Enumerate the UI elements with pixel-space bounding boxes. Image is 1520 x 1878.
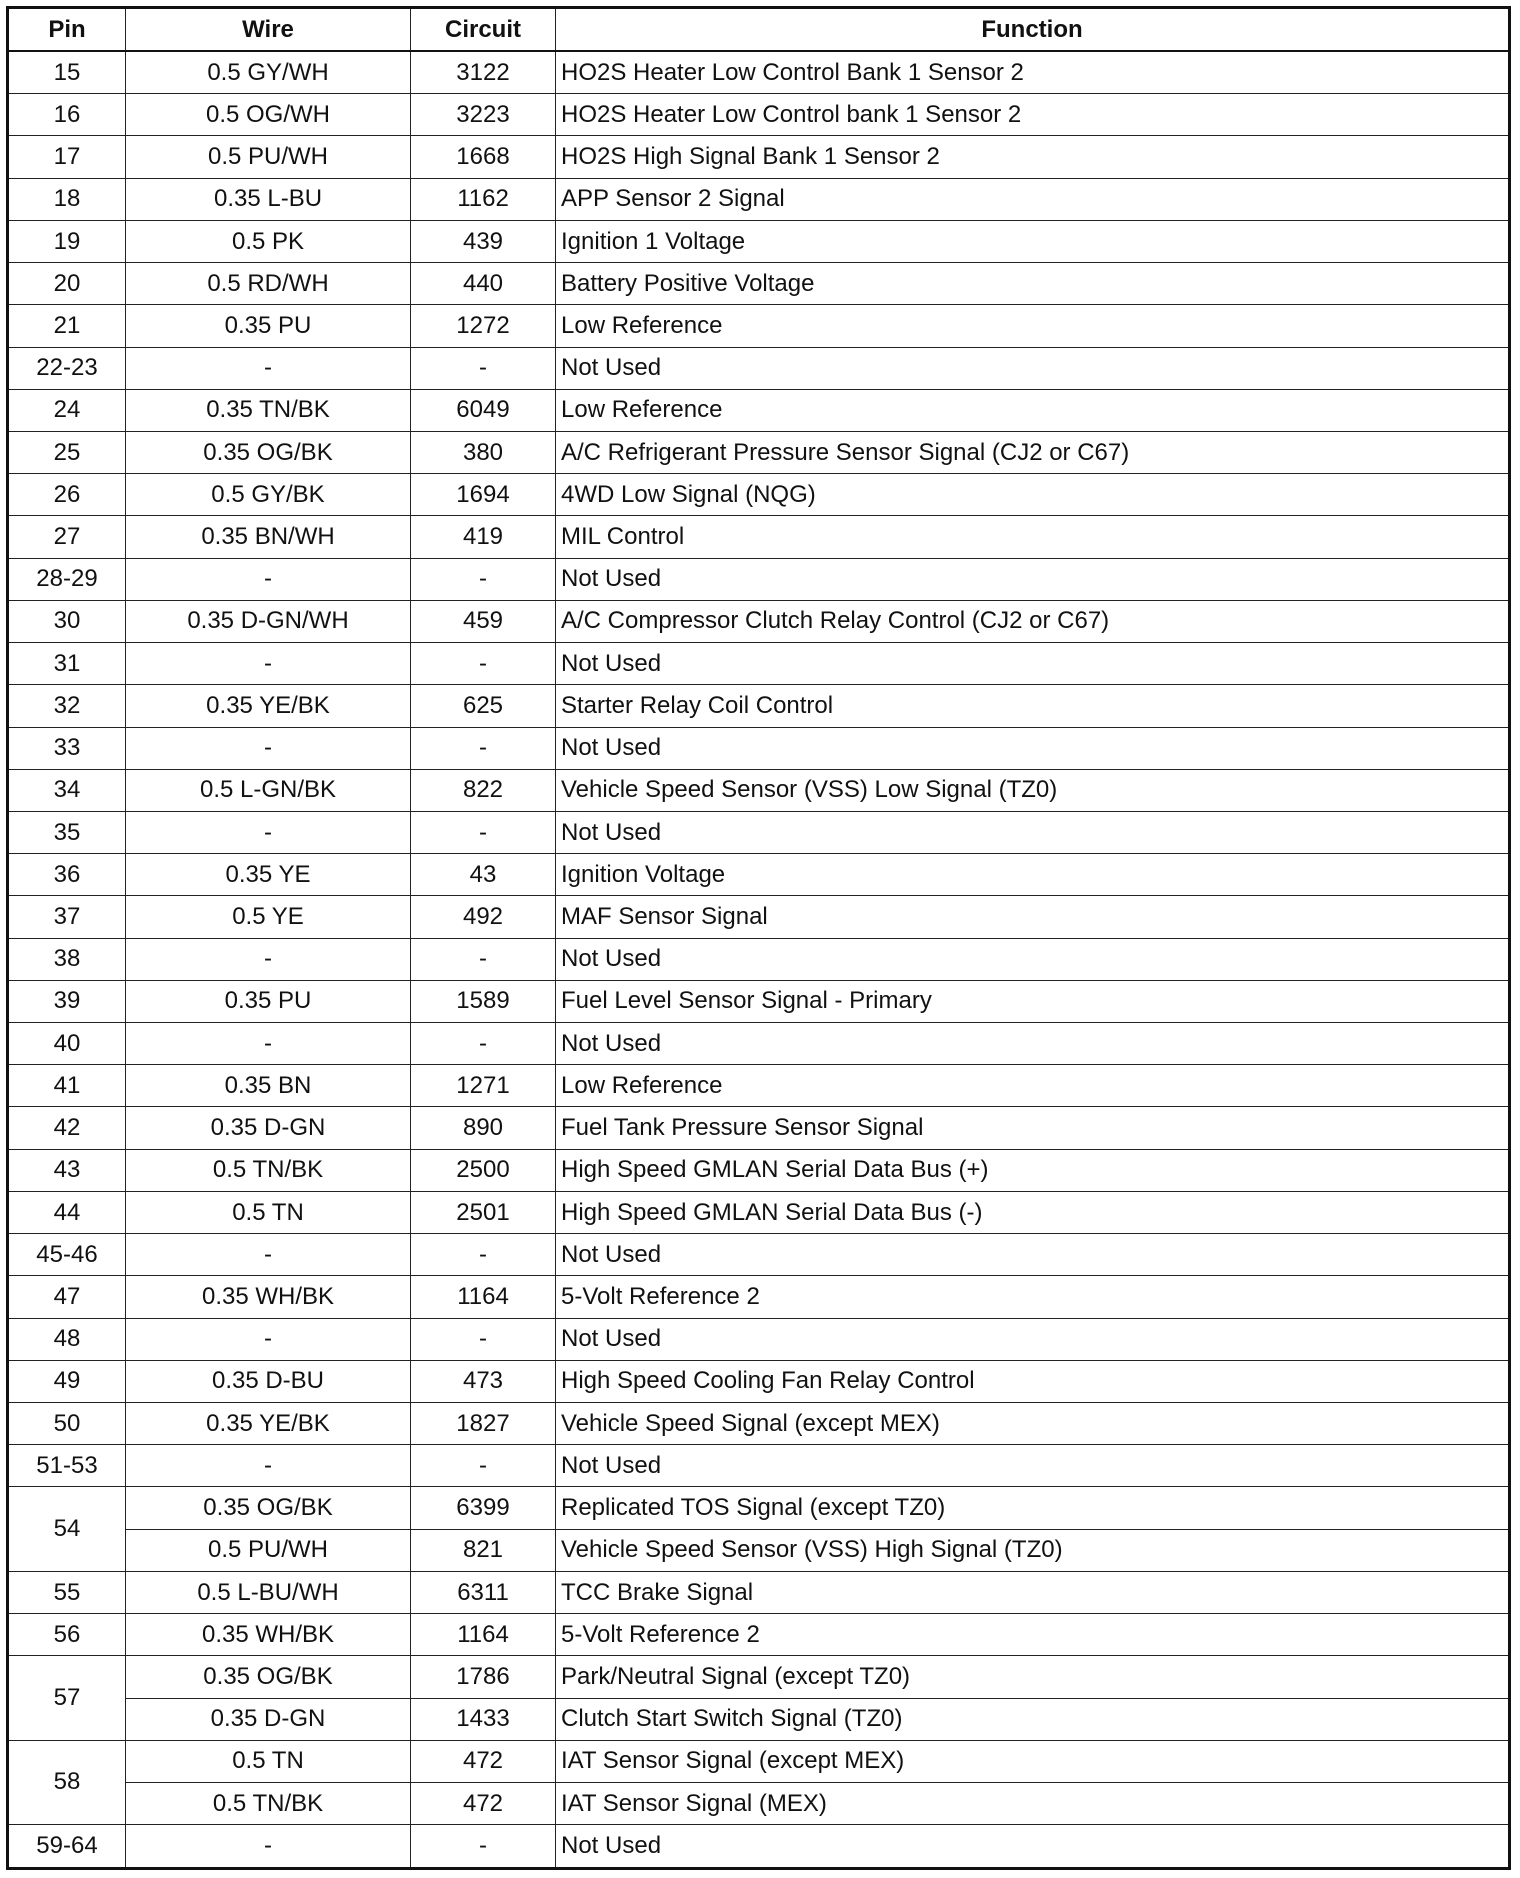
function-cell: MAF Sensor Signal	[556, 896, 1510, 938]
circuit-cell: 890	[411, 1107, 556, 1149]
function-cell: APP Sensor 2 Signal	[556, 178, 1510, 220]
circuit-cell: 6049	[411, 389, 556, 431]
wire-cell: 0.35 TN/BK	[126, 389, 411, 431]
pin-cell: 58	[8, 1740, 126, 1824]
table-row	[8, 389, 1510, 431]
function-cell: 5-Volt Reference 2	[556, 1614, 1510, 1656]
function-cell: Low Reference	[556, 389, 1510, 431]
wire-cell: 0.5 PU/WH	[126, 1529, 411, 1571]
wire-cell: -	[126, 1023, 411, 1065]
function-cell: Vehicle Speed Sensor (VSS) High Signal (TZ0)	[556, 1529, 1510, 1571]
table-row	[8, 1656, 1510, 1698]
function-cell: TCC Brake Signal	[556, 1571, 1510, 1613]
pin-cell: 21	[8, 305, 126, 347]
table-row	[8, 1529, 1510, 1571]
circuit-cell: 472	[411, 1740, 556, 1782]
table-row	[8, 1234, 1510, 1276]
table-row	[8, 263, 1510, 305]
circuit-cell: 821	[411, 1529, 556, 1571]
pin-cell: 31	[8, 643, 126, 685]
table-row	[8, 896, 1510, 938]
circuit-cell: 419	[411, 516, 556, 558]
circuit-cell: 1786	[411, 1656, 556, 1698]
circuit-cell: 822	[411, 769, 556, 811]
pin-cell: 51-53	[8, 1445, 126, 1487]
wire-cell: -	[126, 1318, 411, 1360]
table-row	[8, 727, 1510, 769]
table-row	[8, 643, 1510, 685]
function-cell: Starter Relay Coil Control	[556, 685, 1510, 727]
circuit-cell: 3122	[411, 51, 556, 94]
circuit-cell: 2500	[411, 1149, 556, 1191]
circuit-cell: 625	[411, 685, 556, 727]
header-wire: Wire	[126, 8, 411, 52]
function-cell: HO2S High Signal Bank 1 Sensor 2	[556, 136, 1510, 178]
function-cell: Fuel Tank Pressure Sensor Signal	[556, 1107, 1510, 1149]
function-cell: Park/Neutral Signal (except TZ0)	[556, 1656, 1510, 1698]
table-row	[8, 854, 1510, 896]
function-cell: HO2S Heater Low Control bank 1 Sensor 2	[556, 94, 1510, 136]
circuit-cell: 1271	[411, 1065, 556, 1107]
circuit-cell: -	[411, 1234, 556, 1276]
pin-cell: 28-29	[8, 558, 126, 600]
wire-cell: 0.5 RD/WH	[126, 263, 411, 305]
header-row	[8, 8, 1510, 52]
table-row	[8, 1825, 1510, 1869]
pin-cell: 40	[8, 1023, 126, 1065]
pin-cell: 33	[8, 727, 126, 769]
table-row	[8, 1191, 1510, 1233]
table-row	[8, 1107, 1510, 1149]
wire-cell: 0.5 PU/WH	[126, 136, 411, 178]
circuit-cell: 380	[411, 431, 556, 473]
circuit-cell: -	[411, 643, 556, 685]
function-cell: Ignition Voltage	[556, 854, 1510, 896]
table-row	[8, 1403, 1510, 1445]
wire-cell: -	[126, 558, 411, 600]
table-row	[8, 769, 1510, 811]
wire-cell: -	[126, 643, 411, 685]
wire-cell: 0.5 GY/WH	[126, 51, 411, 94]
wire-cell: 0.35 D-GN/WH	[126, 600, 411, 642]
table-body	[8, 51, 1510, 1869]
function-cell: 4WD Low Signal (NQG)	[556, 474, 1510, 516]
function-cell: IAT Sensor Signal (except MEX)	[556, 1740, 1510, 1782]
table-row	[8, 136, 1510, 178]
wire-cell: 0.35 YE	[126, 854, 411, 896]
wire-cell: 0.5 PK	[126, 220, 411, 262]
function-cell: A/C Refrigerant Pressure Sensor Signal (CJ2 or C67)	[556, 431, 1510, 473]
header-pin: Pin	[8, 8, 126, 52]
pin-cell: 42	[8, 1107, 126, 1149]
wire-cell: -	[126, 347, 411, 389]
pin-cell: 20	[8, 263, 126, 305]
wire-cell: 0.5 YE	[126, 896, 411, 938]
table-row	[8, 1149, 1510, 1191]
table-row	[8, 1571, 1510, 1613]
circuit-cell: 3223	[411, 94, 556, 136]
pin-cell: 56	[8, 1614, 126, 1656]
pin-cell: 35	[8, 811, 126, 853]
circuit-cell: 1162	[411, 178, 556, 220]
function-cell: Not Used	[556, 1023, 1510, 1065]
pin-cell: 47	[8, 1276, 126, 1318]
function-cell: 5-Volt Reference 2	[556, 1276, 1510, 1318]
wire-cell: 0.5 L-GN/BK	[126, 769, 411, 811]
circuit-cell: 1164	[411, 1276, 556, 1318]
function-cell: Not Used	[556, 1445, 1510, 1487]
pin-cell: 17	[8, 136, 126, 178]
pin-cell: 38	[8, 938, 126, 980]
circuit-cell: 6311	[411, 1571, 556, 1613]
pin-cell: 26	[8, 474, 126, 516]
wire-cell: 0.35 PU	[126, 305, 411, 347]
function-cell: Fuel Level Sensor Signal - Primary	[556, 980, 1510, 1022]
wire-cell: 0.35 WH/BK	[126, 1614, 411, 1656]
pin-cell: 19	[8, 220, 126, 262]
circuit-cell: -	[411, 1023, 556, 1065]
pin-cell: 41	[8, 1065, 126, 1107]
table-row	[8, 1318, 1510, 1360]
circuit-cell: 1433	[411, 1698, 556, 1740]
circuit-cell: 439	[411, 220, 556, 262]
wire-cell: 0.35 OG/BK	[126, 1487, 411, 1529]
function-cell: Not Used	[556, 1318, 1510, 1360]
circuit-cell: 6399	[411, 1487, 556, 1529]
function-cell: Vehicle Speed Sensor (VSS) Low Signal (TZ0)	[556, 769, 1510, 811]
wire-cell: 0.5 TN/BK	[126, 1782, 411, 1824]
table-row	[8, 685, 1510, 727]
function-cell: IAT Sensor Signal (MEX)	[556, 1782, 1510, 1824]
function-cell: High Speed GMLAN Serial Data Bus (+)	[556, 1149, 1510, 1191]
circuit-cell: 440	[411, 263, 556, 305]
circuit-cell: 1164	[411, 1614, 556, 1656]
pin-cell: 45-46	[8, 1234, 126, 1276]
pin-cell: 27	[8, 516, 126, 558]
table-row	[8, 474, 1510, 516]
wire-cell: -	[126, 1825, 411, 1869]
function-cell: Replicated TOS Signal (except TZ0)	[556, 1487, 1510, 1529]
circuit-cell: 1668	[411, 136, 556, 178]
table-row	[8, 305, 1510, 347]
table-row	[8, 51, 1510, 94]
pin-cell: 15	[8, 51, 126, 94]
function-cell: High Speed Cooling Fan Relay Control	[556, 1360, 1510, 1402]
circuit-cell: -	[411, 558, 556, 600]
function-cell: High Speed GMLAN Serial Data Bus (-)	[556, 1191, 1510, 1233]
function-cell: Not Used	[556, 727, 1510, 769]
wire-cell: 0.35 OG/BK	[126, 1656, 411, 1698]
wire-cell: 0.35 D-BU	[126, 1360, 411, 1402]
pin-cell: 22-23	[8, 347, 126, 389]
function-cell: A/C Compressor Clutch Relay Control (CJ2 or C67)	[556, 600, 1510, 642]
table-row	[8, 558, 1510, 600]
circuit-cell: 473	[411, 1360, 556, 1402]
table-row	[8, 1740, 1510, 1782]
table-row	[8, 431, 1510, 473]
wire-cell: 0.35 BN/WH	[126, 516, 411, 558]
function-cell: Battery Positive Voltage	[556, 263, 1510, 305]
wire-cell: 0.5 GY/BK	[126, 474, 411, 516]
wire-cell: 0.35 L-BU	[126, 178, 411, 220]
circuit-cell: 459	[411, 600, 556, 642]
function-cell: Not Used	[556, 1234, 1510, 1276]
function-cell: HO2S Heater Low Control Bank 1 Sensor 2	[556, 51, 1510, 94]
wire-cell: 0.35 D-GN	[126, 1107, 411, 1149]
wire-cell: 0.5 TN	[126, 1740, 411, 1782]
wire-cell: 0.35 OG/BK	[126, 431, 411, 473]
function-cell: Not Used	[556, 558, 1510, 600]
pin-cell: 24	[8, 389, 126, 431]
header-function: Function	[556, 8, 1510, 52]
wire-cell: 0.5 L-BU/WH	[126, 1571, 411, 1613]
table-row	[8, 1023, 1510, 1065]
table-row	[8, 811, 1510, 853]
wire-cell: 0.5 TN	[126, 1191, 411, 1233]
circuit-cell: -	[411, 1318, 556, 1360]
circuit-cell: -	[411, 938, 556, 980]
table-row	[8, 220, 1510, 262]
function-cell: Low Reference	[556, 305, 1510, 347]
pin-cell: 48	[8, 1318, 126, 1360]
circuit-cell: 472	[411, 1782, 556, 1824]
pin-cell: 32	[8, 685, 126, 727]
pin-cell: 25	[8, 431, 126, 473]
wire-cell: 0.35 YE/BK	[126, 685, 411, 727]
header-circuit: Circuit	[411, 8, 556, 52]
circuit-cell: 43	[411, 854, 556, 896]
function-cell: Vehicle Speed Signal (except MEX)	[556, 1403, 1510, 1445]
circuit-cell: 1694	[411, 474, 556, 516]
function-cell: Not Used	[556, 643, 1510, 685]
table-row	[8, 178, 1510, 220]
table-row	[8, 980, 1510, 1022]
wire-cell: 0.35 BN	[126, 1065, 411, 1107]
wire-cell: 0.5 OG/WH	[126, 94, 411, 136]
circuit-cell: 1272	[411, 305, 556, 347]
circuit-cell: -	[411, 727, 556, 769]
pin-cell: 30	[8, 600, 126, 642]
wire-cell: -	[126, 1234, 411, 1276]
function-cell: Low Reference	[556, 1065, 1510, 1107]
table-row	[8, 600, 1510, 642]
function-cell: MIL Control	[556, 516, 1510, 558]
table-row	[8, 516, 1510, 558]
wire-cell: 0.35 D-GN	[126, 1698, 411, 1740]
function-cell: Clutch Start Switch Signal (TZ0)	[556, 1698, 1510, 1740]
table-row	[8, 347, 1510, 389]
circuit-cell: -	[411, 1825, 556, 1869]
pin-cell: 16	[8, 94, 126, 136]
function-cell: Not Used	[556, 811, 1510, 853]
circuit-cell: 2501	[411, 1191, 556, 1233]
pin-cell: 36	[8, 854, 126, 896]
table-row	[8, 94, 1510, 136]
table-row	[8, 1487, 1510, 1529]
pin-cell: 49	[8, 1360, 126, 1402]
circuit-cell: 492	[411, 896, 556, 938]
wire-cell: 0.5 TN/BK	[126, 1149, 411, 1191]
wire-cell: 0.35 WH/BK	[126, 1276, 411, 1318]
table-row	[8, 1276, 1510, 1318]
pin-cell: 34	[8, 769, 126, 811]
table-row	[8, 1360, 1510, 1402]
pin-cell: 55	[8, 1571, 126, 1613]
table-row	[8, 1698, 1510, 1740]
wire-cell: 0.35 PU	[126, 980, 411, 1022]
function-cell: Not Used	[556, 938, 1510, 980]
table-row	[8, 1065, 1510, 1107]
circuit-cell: 1827	[411, 1403, 556, 1445]
wire-cell: 0.35 YE/BK	[126, 1403, 411, 1445]
circuit-cell: -	[411, 347, 556, 389]
table-row	[8, 1614, 1510, 1656]
pin-cell: 44	[8, 1191, 126, 1233]
wire-cell: -	[126, 1445, 411, 1487]
function-cell: Not Used	[556, 1825, 1510, 1869]
circuit-cell: -	[411, 1445, 556, 1487]
circuit-cell: -	[411, 811, 556, 853]
pin-cell: 37	[8, 896, 126, 938]
pin-cell: 39	[8, 980, 126, 1022]
wire-cell: -	[126, 811, 411, 853]
table-row	[8, 1782, 1510, 1824]
pin-cell: 54	[8, 1487, 126, 1571]
connector-pinout-table	[6, 6, 1511, 1870]
function-cell: Ignition 1 Voltage	[556, 220, 1510, 262]
pin-cell: 57	[8, 1656, 126, 1740]
table-row	[8, 938, 1510, 980]
pin-cell: 43	[8, 1149, 126, 1191]
function-cell: Not Used	[556, 347, 1510, 389]
table-header	[8, 8, 1510, 52]
pin-cell: 50	[8, 1403, 126, 1445]
wire-cell: -	[126, 727, 411, 769]
table-row	[8, 1445, 1510, 1487]
wire-cell: -	[126, 938, 411, 980]
circuit-cell: 1589	[411, 980, 556, 1022]
pin-cell: 18	[8, 178, 126, 220]
pin-cell: 59-64	[8, 1825, 126, 1869]
